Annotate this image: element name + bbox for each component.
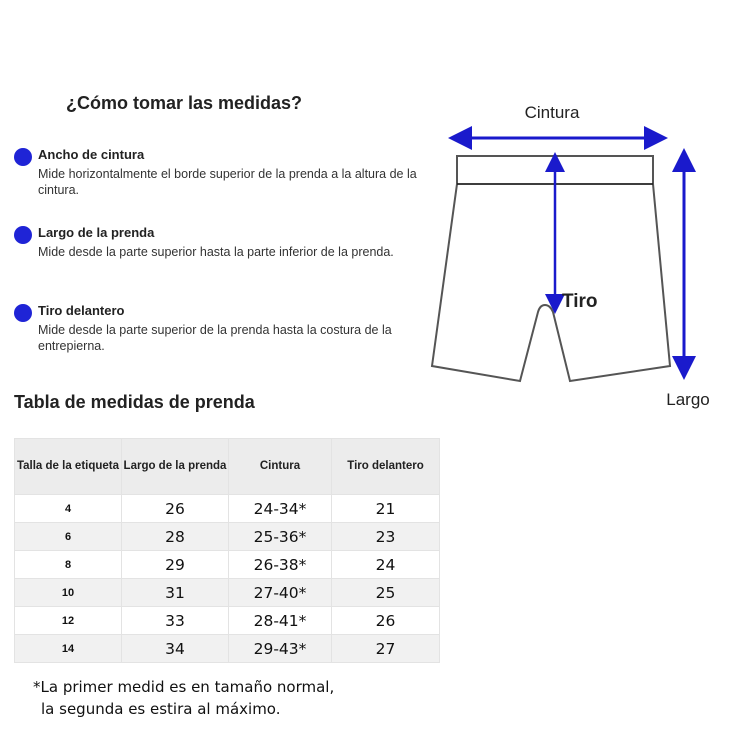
- shorts-diagram-svg: [420, 100, 730, 415]
- bullet-icon: [14, 304, 32, 322]
- step-waist: [14, 147, 417, 197]
- cell-length: 31: [122, 579, 229, 607]
- cell-length: 29: [122, 551, 229, 579]
- cell-rise: 21: [332, 495, 440, 523]
- length-label: Largo: [666, 390, 710, 409]
- cell-rise: 23: [332, 523, 440, 551]
- cell-size: 12: [15, 607, 122, 635]
- table-row: [15, 607, 440, 635]
- cell-length: 33: [122, 607, 229, 635]
- cell-waist: 24-34*: [229, 495, 332, 523]
- step-description: Mide desde la parte superior de la prenda hasta la costura de la entrepierna.: [38, 323, 392, 353]
- waist-label: Cintura: [524, 103, 580, 122]
- footnote: [33, 676, 334, 720]
- step-description: Mide horizontalmente el borde superior de la prenda a la altura de la cintura.: [38, 167, 417, 197]
- header-size-tag: Talla de la etiqueta: [15, 439, 122, 495]
- cell-waist: 28-41*: [229, 607, 332, 635]
- header-waist: Cintura: [229, 439, 332, 495]
- bullet-icon: [14, 148, 32, 166]
- step-name: Ancho de cintura: [38, 147, 145, 162]
- step-name: Tiro delantero: [38, 303, 125, 318]
- footnote-line-2: la segunda es estira al máximo.: [41, 700, 281, 718]
- header-rise: Tiro delantero: [332, 439, 440, 495]
- cell-rise: 26: [332, 607, 440, 635]
- cell-size: 8: [15, 551, 122, 579]
- shorts-diagram: [420, 100, 730, 415]
- cell-size: 4: [15, 495, 122, 523]
- table-row: [15, 495, 440, 523]
- cell-rise: 27: [332, 635, 440, 663]
- bullet-icon: [14, 226, 32, 244]
- step-length: [14, 225, 414, 275]
- howto-title: ¿Cómo tomar las medidas?: [66, 93, 303, 113]
- footnote-line-1: *La primer medid es en tamaño normal,: [33, 678, 335, 696]
- table-row: [15, 635, 440, 663]
- shorts-outline: [432, 156, 670, 381]
- table-row: [15, 523, 440, 551]
- step-rise: [14, 303, 414, 353]
- cell-waist: 27-40*: [229, 579, 332, 607]
- cell-size: 14: [15, 635, 122, 663]
- cell-size: 6: [15, 523, 122, 551]
- cell-rise: 25: [332, 579, 440, 607]
- table-title: Tabla de medidas de prenda: [14, 392, 255, 412]
- table-row: [15, 551, 440, 579]
- cell-length: 28: [122, 523, 229, 551]
- cell-waist: 26-38*: [229, 551, 332, 579]
- table-row: [15, 579, 440, 607]
- cell-length: 26: [122, 495, 229, 523]
- cell-waist: 25-36*: [229, 523, 332, 551]
- cell-rise: 24: [332, 551, 440, 579]
- rise-label: Tiro: [562, 291, 598, 312]
- step-name: Largo de la prenda: [38, 225, 155, 240]
- cell-waist: 29-43*: [229, 635, 332, 663]
- cell-size: 10: [15, 579, 122, 607]
- header-length: Largo de la prenda: [122, 439, 229, 495]
- table-header-row: [15, 439, 440, 495]
- size-table: [14, 438, 440, 663]
- cell-length: 34: [122, 635, 229, 663]
- step-description: Mide desde la parte superior hasta la parte inferior de la prenda.: [38, 245, 394, 259]
